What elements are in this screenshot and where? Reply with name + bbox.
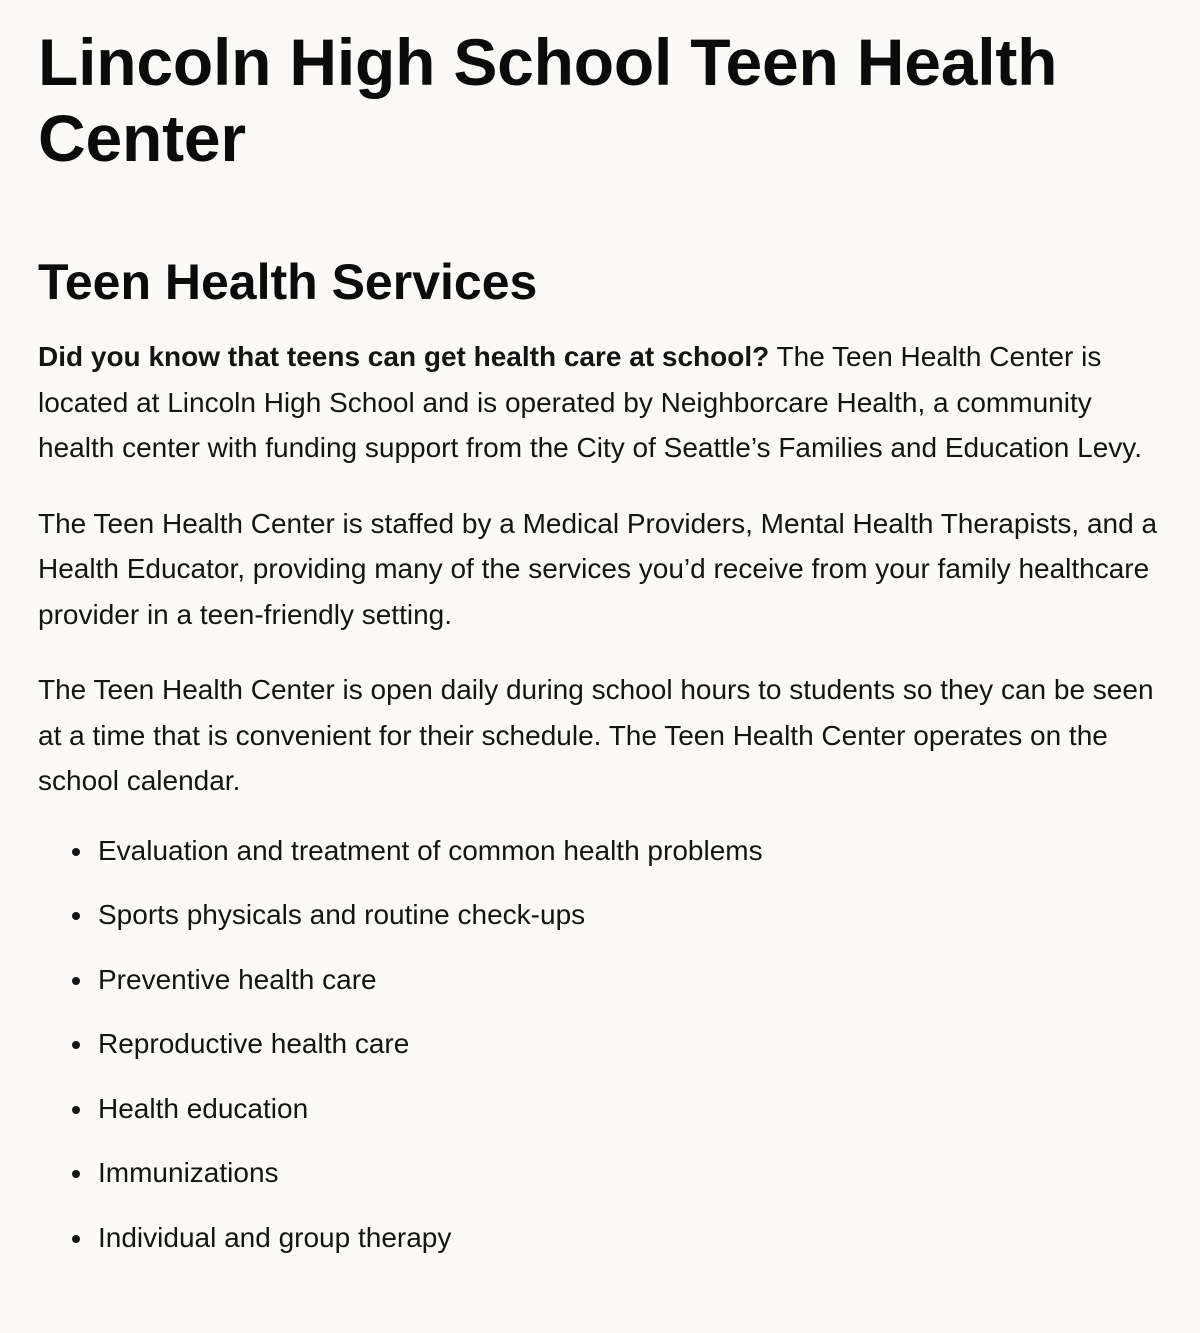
intro-text: The Teen Health Center is located at Lincoln High School and is operated by Neighborcare Health, a community health center with funding support from the City of Seattle’s Families and Education Levy.: [38, 341, 1143, 463]
hours-paragraph: The Teen Health Center is open daily during school hours to students so they can be seen at a time that is convenient for their schedule. The Teen Health Center operates on the school calendar.: [38, 674, 1154, 796]
services-list: [38, 831, 1164, 1258]
list-item: [38, 1153, 1164, 1193]
list-item: [38, 1089, 1164, 1129]
list-item-label: Immunizations: [98, 1157, 279, 1188]
list-item: [38, 895, 1164, 935]
list-item-label: Evaluation and treatment of common health problems: [98, 834, 763, 866]
bullet-icon: [72, 1041, 80, 1049]
intro-paragraph: [38, 334, 1164, 471]
intro-bold-question: Did you know that teens can get health care at school?: [38, 341, 770, 372]
list-item-label: Reproductive health care: [98, 1028, 410, 1059]
list-item-label: Health education: [98, 1092, 309, 1124]
list-item-label: Individual and group therapy: [98, 1221, 452, 1253]
section-heading: Teen Health Services: [38, 254, 538, 310]
bullet-icon: [72, 1106, 80, 1114]
list-item: [38, 1218, 1164, 1258]
bullet-icon: [72, 848, 80, 856]
bullet-icon: [72, 1235, 80, 1243]
bullet-icon: [72, 912, 80, 920]
list-item: [38, 1024, 1164, 1064]
list-item: [38, 960, 1164, 1000]
page-title: Lincoln High School Teen Health Center: [38, 25, 1058, 175]
bullet-icon: [72, 977, 80, 985]
bullet-icon: [72, 1170, 80, 1178]
list-item-label: Sports physicals and routine check-ups: [98, 899, 586, 930]
staffing-paragraph: The Teen Health Center is staffed by a Medical Providers, Mental Health Therapists, and a Health Educator, providing many of the services you’d receive from your family healthcare provider in a teen-friendly setting.: [38, 507, 1158, 630]
list-item-label: Preventive health care: [98, 963, 377, 995]
list-item: [38, 831, 1164, 871]
